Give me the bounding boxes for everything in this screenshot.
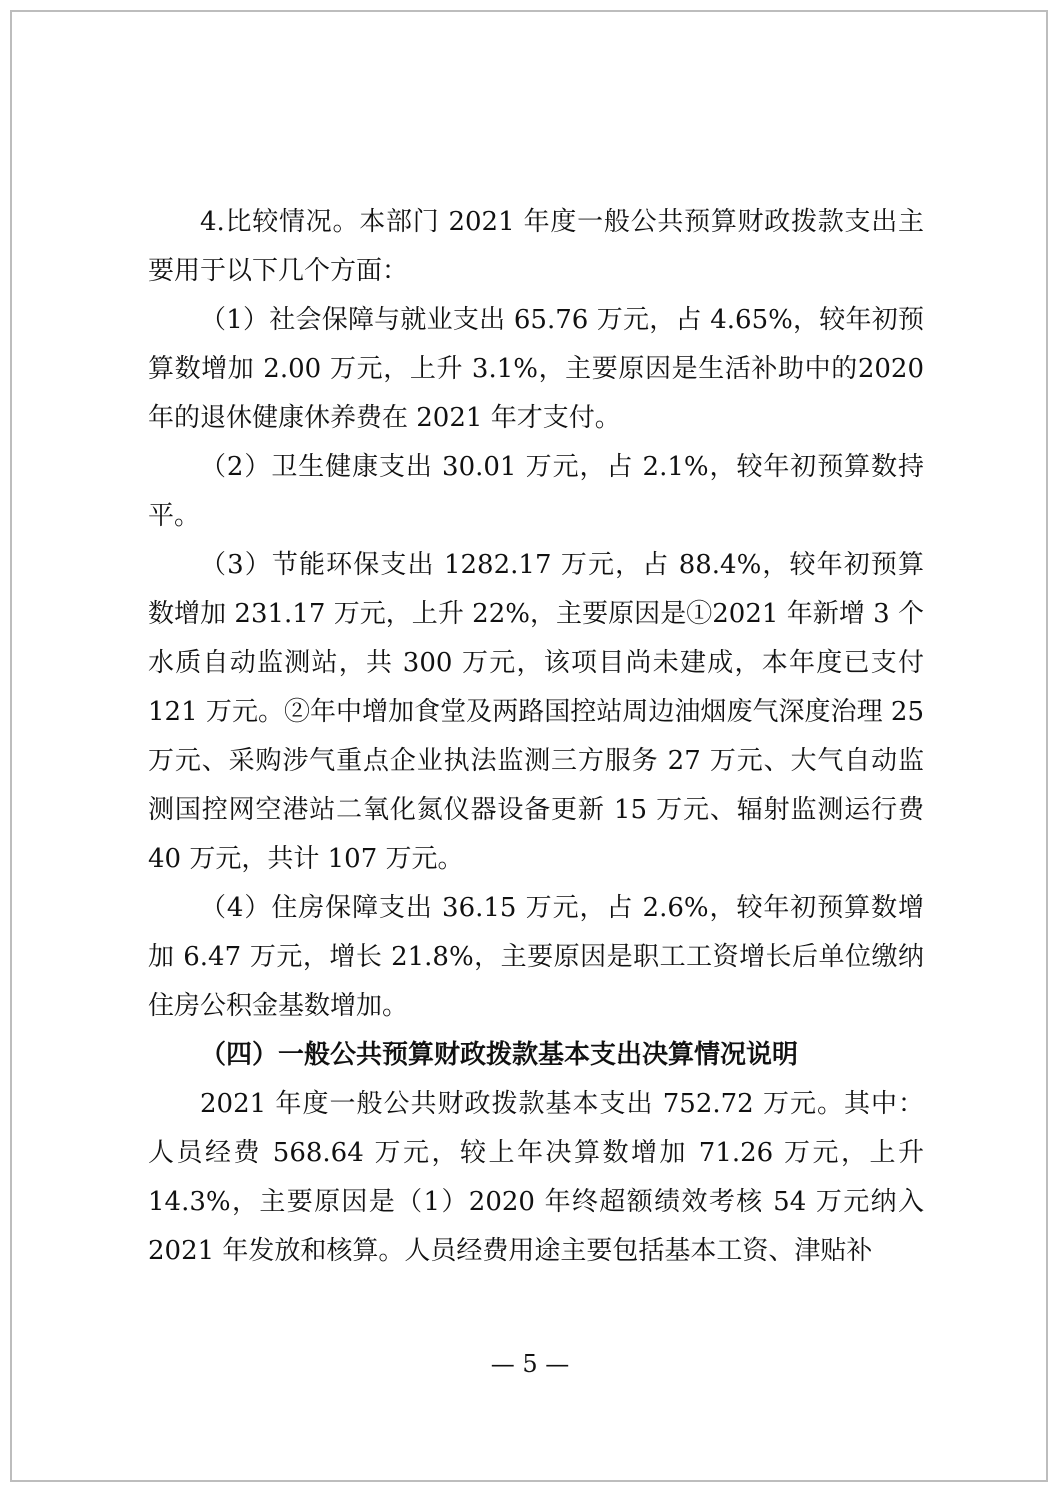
paragraph-comparison-intro: 4.比较情况。本部门 2021 年度一般公共预算财政拨款支出主要用于以下几个方面： [148, 207, 924, 286]
paragraph-health: （2）卫生健康支出 30.01 万元，占 2.1%，较年初预算数持平。 [148, 452, 924, 531]
paragraph-social-security: （1）社会保障与就业支出 65.76 万元，占 4.65%，较年初预算数增加 2.00 万元，上升 3.1%，主要原因是生活补助中的2020 年的退休健康休养费在 2021 年才支付。 [148, 305, 924, 433]
document-body [148, 198, 924, 1276]
paragraph-housing: （4）住房保障支出 36.15 万元，占 2.6%，较年初预算数增加 6.47 万元，增长 21.8%，主要原因是职工工资增长后单位缴纳住房公积金基数增加。 [148, 893, 924, 1021]
paragraph-energy-environment: （3）节能环保支出 1282.17 万元，占 88.4%，较年初预算数增加 231.17 万元，上升 22%，主要原因是①2021 年新增 3 个水质自动监测站，共 300 万元，该项目尚未建成，本年度已支付 121 万元。②年中增加食堂及两路国控站周边油烟废气深度治理 25 万元、采购涉气重点企业执法监测三方服务 27 万元、大气自动监测国控网空港站二氧化氮仪器设备更新 15 万元、辐射监测运行费 40 万元，共计 107 万元。 [148, 550, 924, 874]
section-heading: （四）一般公共预算财政拨款基本支出决算情况说明 [200, 1040, 799, 1070]
paragraph-basic-expenditure: 2021 年度一般公共财政拨款基本支出 752.72 万元。其中：人员经费 568.64 万元，较上年决算数增加 71.26 万元，上升14.3%，主要原因是（1）2020 年终超额绩效考核 54 万元纳入2021 年发放和核算。人员经费用途主要包括基本工资、津贴补 [148, 1089, 924, 1266]
page-number: — 5 — [490, 1350, 570, 1378]
